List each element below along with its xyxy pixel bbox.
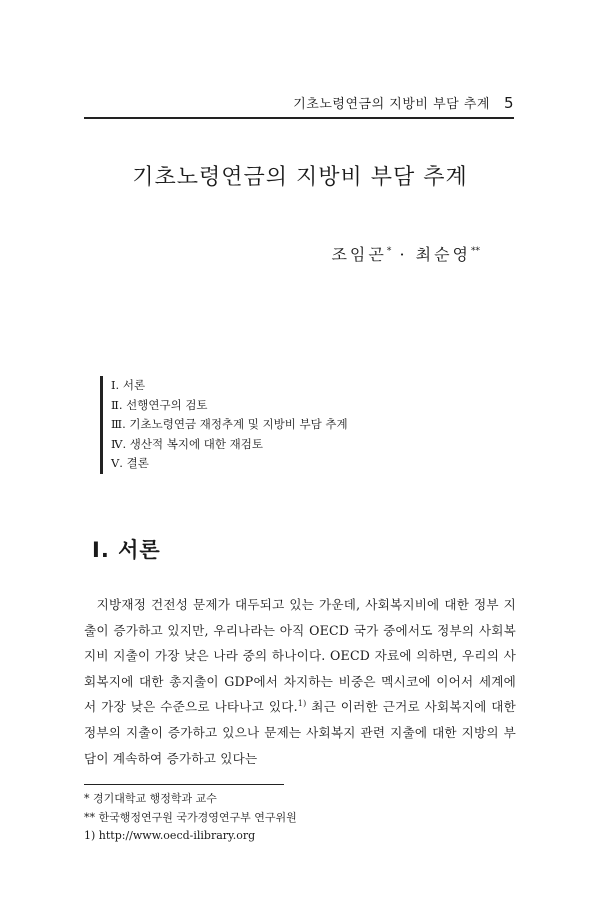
footnote-ref: 1) xyxy=(297,699,307,709)
toc-item-2: Ⅱ. 선행연구의 검토 xyxy=(111,397,208,412)
running-head xyxy=(84,93,514,112)
table-of-contents xyxy=(100,376,348,474)
body-paragraph xyxy=(84,592,516,771)
author-2: 최순영 xyxy=(415,245,471,264)
author-1: 조임곤 xyxy=(331,245,387,264)
footnote-affiliation-2: ** 한국행정연구원 국가경영연구부 연구위원 xyxy=(84,810,297,824)
header-rule xyxy=(84,117,514,119)
toc-item-1: Ⅰ. 서론 xyxy=(111,378,146,392)
running-head-title: 기초노령연금의 지방비 부담 추계 xyxy=(293,97,490,112)
author-1-mark: * xyxy=(386,246,392,257)
footnote-source-1: 1) http://www.oecd-ilibrary.org xyxy=(84,829,256,842)
toc-item-3: Ⅲ. 기초노령연금 재정추계 및 지방비 부담 추계 xyxy=(111,417,348,431)
paper-title: 기초노령연금의 지방비 부담 추계 xyxy=(132,165,468,190)
footnotes xyxy=(84,790,297,846)
page-number: 5 xyxy=(503,94,514,112)
author-separator: · xyxy=(399,245,408,264)
author-line xyxy=(331,242,480,265)
toc-item-4: Ⅳ. 생산적 복지에 대한 재검토 xyxy=(111,436,263,451)
section-heading: Ⅰ. 서론 xyxy=(92,538,161,562)
author-2-mark: ** xyxy=(471,246,480,257)
footnote-affiliation-1: * 경기대학교 행정학과 교수 xyxy=(84,792,217,805)
toc-item-5: Ⅴ. 결론 xyxy=(111,456,149,470)
footnote-rule xyxy=(84,784,284,785)
body-text-2: 최근 이러한 근거로 사회복지에 대한 정부의 지출이 증가하고 있으나 문제는 사회복지 관련 지출에 대한 지방의 부담이 계속하여 증가하고 있다는 xyxy=(84,699,517,766)
body-text-1: 지방재정 건전성 문제가 대두되고 있는 가운데, 사회복지비에 대한 정부 지출이 증가하고 있지만, 우리나라는 아직 OECD 국가 중에서도 정부의 사회복지비 지출이 가장 낮은 나라 중의 하나이다. OECD 자료에 의하면, 우리의 사회복지에 대한 총지출이 GDP에서 차지하는 비중은 멕시코에 이어서 세계에서 가장 낮은 수준으로 나타나고 있다. xyxy=(84,597,516,715)
